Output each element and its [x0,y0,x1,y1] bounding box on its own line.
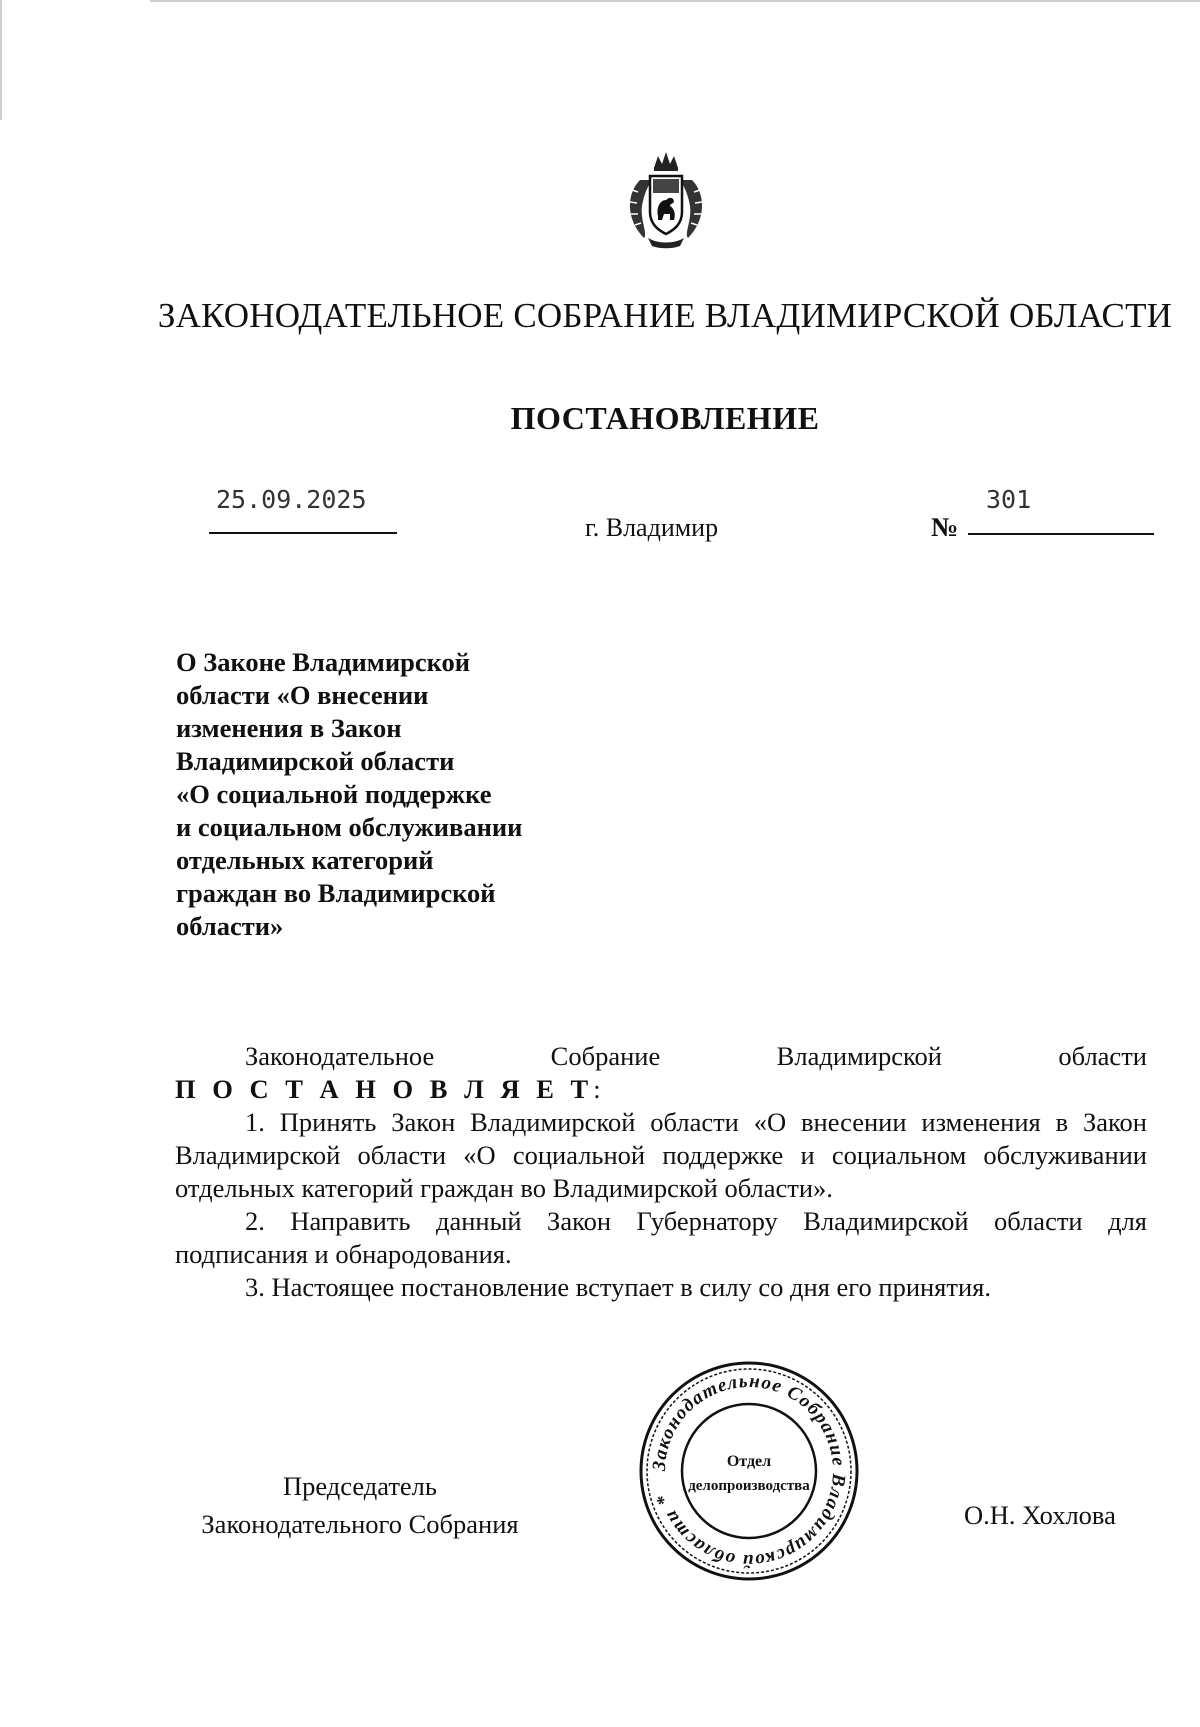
subject-line: О Законе Владимирской [176,647,471,677]
official-stamp [636,1358,862,1584]
preamble-word: Законодательное [245,1041,435,1071]
subject-line: граждан во Владимирской [176,878,496,908]
stamp-center-line: делопроизводства [688,1478,810,1494]
stamp-ring-text: Законодательное Собрание Владимирской области * [648,1370,850,1572]
subject-line: «О социальной поддержке [176,779,492,809]
subject-line: изменения в Закон [176,713,402,743]
decree-line [175,1073,1147,1106]
decree-item-3: 3. Настоящее постановление вступает в силу со дня его принятия. [245,1272,991,1302]
subject-line: отдельных категорий [176,845,434,875]
signer-title-line: Председатель [283,1471,437,1501]
subject-line: области «О внесении [176,680,429,710]
signer-name: О.Н. Хохлова [964,1500,1116,1530]
scan-artifact-top [150,0,1200,2]
decree-word: П О С Т А Н О В Л Я Е Т [175,1074,594,1104]
signer-title-line: Законодательного Собрания [201,1509,519,1539]
date-underline [209,532,397,534]
document-date: 25.09.2025 [216,485,367,514]
subject-line: и социальном обслуживании [176,812,523,842]
subject-line: области» [176,911,284,941]
decree-item-1: 1. Принять Закон Владимирской области «О внесении изменения в Закон Владимирской области «О социальной поддержке и социальном обслуживании отдельных категорий граждан во Владимирской области». [175,1107,1147,1203]
preamble-word: Собрание [550,1041,661,1071]
organization-title: ЗАКОНОДАТЕЛЬНОЕ СОБРАНИЕ ВЛАДИМИРСКОЙ ОБЛАСТИ [157,296,1173,335]
document-body [175,1040,1147,1304]
signer-title [170,1467,550,1543]
coat-of-arms-icon [618,150,714,250]
document-number: 301 [986,485,1032,514]
preamble-word: области [1058,1041,1147,1071]
document-type-heading: ПОСТАНОВЛЕНИЕ [510,400,820,436]
document-subject [176,646,576,943]
svg-text:Законодательное Собрание Влади [649,1371,849,1571]
subject-line: Владимирской области [176,746,455,776]
preamble-line [175,1040,1147,1073]
document-city: г. Владимир [585,513,719,542]
scan-artifact-left [0,0,2,120]
number-underline [968,533,1154,535]
decree-item-2: 2. Направить данный Закон Губернатору Владимирской области для подписания и обнародования. [175,1206,1147,1269]
preamble-word: Владимирской [776,1041,942,1071]
number-sign: № [931,512,959,542]
stamp-center-line: Отдел [726,1453,772,1470]
decree-colon: : [593,1074,601,1104]
